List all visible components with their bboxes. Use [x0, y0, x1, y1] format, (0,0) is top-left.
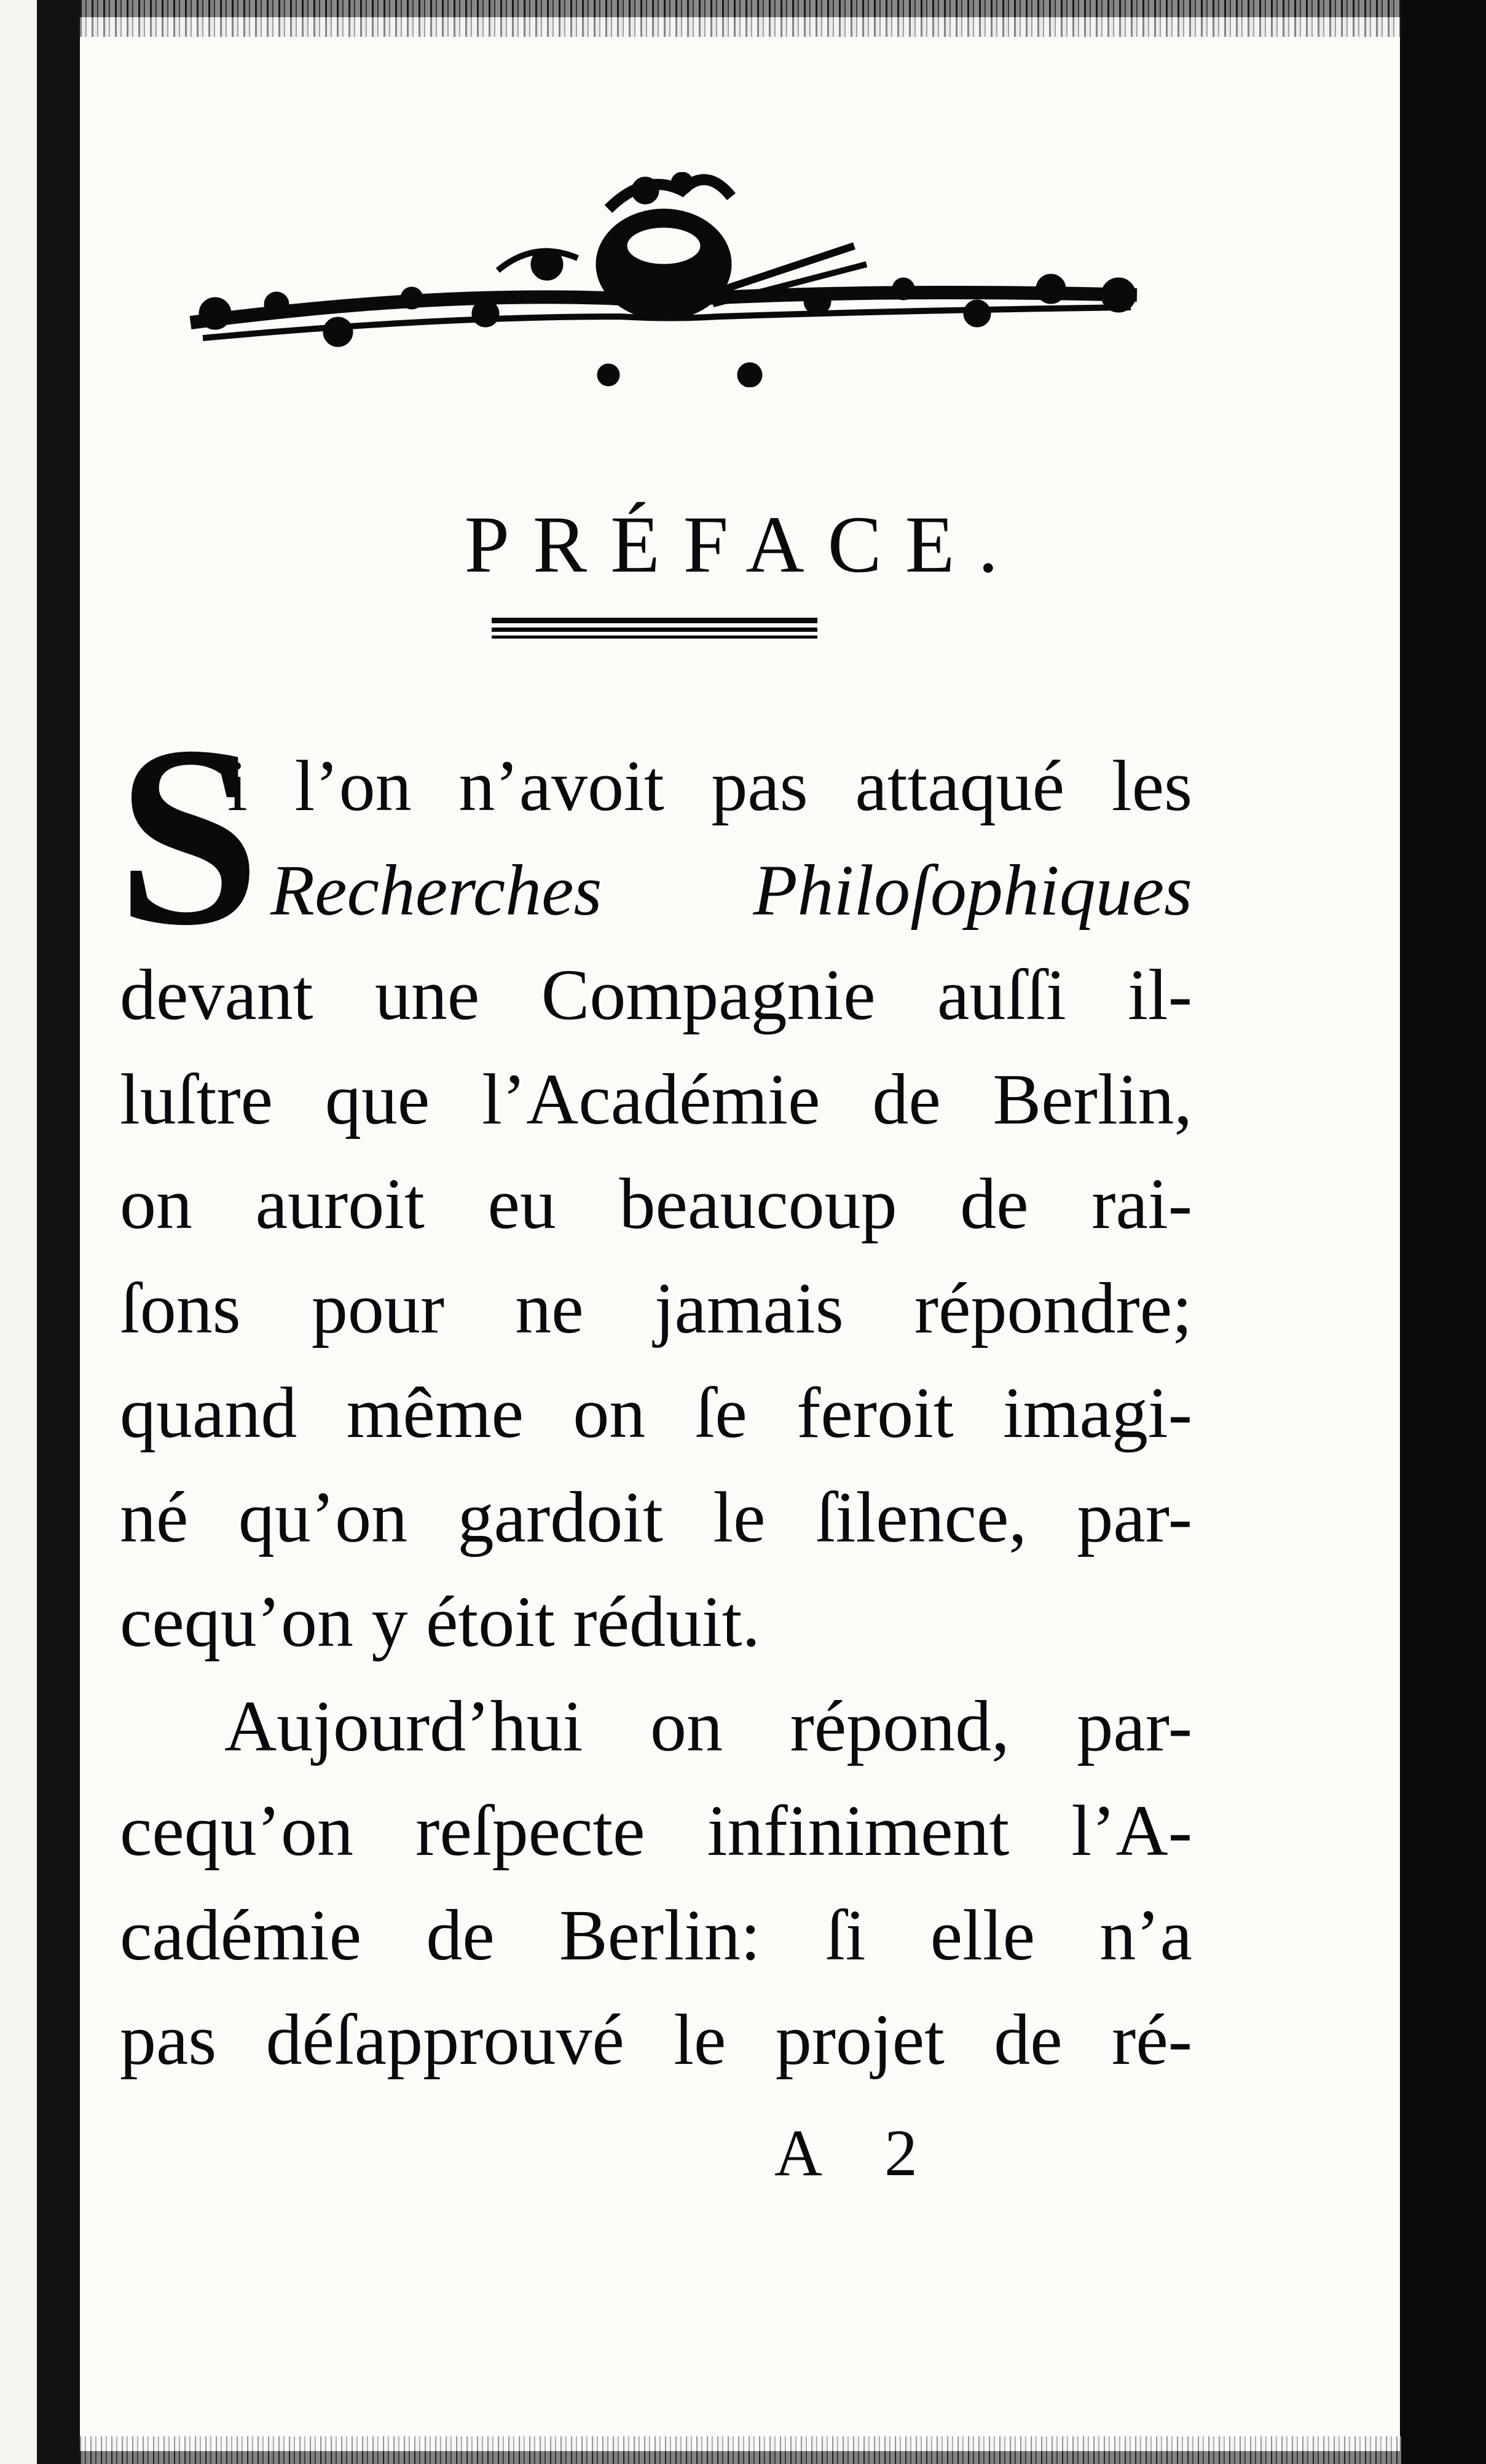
- text-line-1: i l’on n’avoit pas attaqué les: [227, 746, 1192, 826]
- headpiece-ornament-icon: [178, 172, 1149, 387]
- adjacent-page-edge: [0, 0, 37, 2464]
- right-page-shadow: [1400, 0, 1486, 2464]
- page-title: PRÉFACE.: [464, 499, 1022, 589]
- text-line-5: on auroit eu beaucoup de rai-: [120, 1163, 1192, 1244]
- text-line-11: cequ’on reſpecte infiniment l’A-: [120, 1790, 1192, 1871]
- title-rule: [492, 618, 817, 640]
- scan-noise-top: [80, 0, 1401, 37]
- text-line-8: né qu’on gardoit le ſilence, par-: [120, 1477, 1192, 1557]
- signature-mark: A 2: [774, 2117, 943, 2190]
- text-line-13: pas déſapprouvé le projet de ré-: [120, 1999, 1192, 2080]
- text-line-2: Recherches Philoſophiques: [270, 850, 1192, 931]
- text-line-10: Aujourd’hui on répond, par-: [224, 1686, 1192, 1766]
- text-line-7: quand même on ſe feroit imagi-: [120, 1372, 1192, 1453]
- text-line-4: luſtre que l’Académie de Berlin,: [120, 1059, 1192, 1140]
- scan-noise-bottom: [80, 2436, 1401, 2464]
- text-line-3: devant une Compagnie auſſi il-: [120, 955, 1192, 1035]
- text-line-9: cequ’on y étoit réduit.: [120, 1581, 761, 1662]
- text-line-12: cadémie de Berlin: ſi elle n’a: [120, 1895, 1192, 1975]
- text-line-6: ſons pour ne jamais répondre;: [120, 1268, 1192, 1348]
- drop-cap: S: [117, 693, 261, 978]
